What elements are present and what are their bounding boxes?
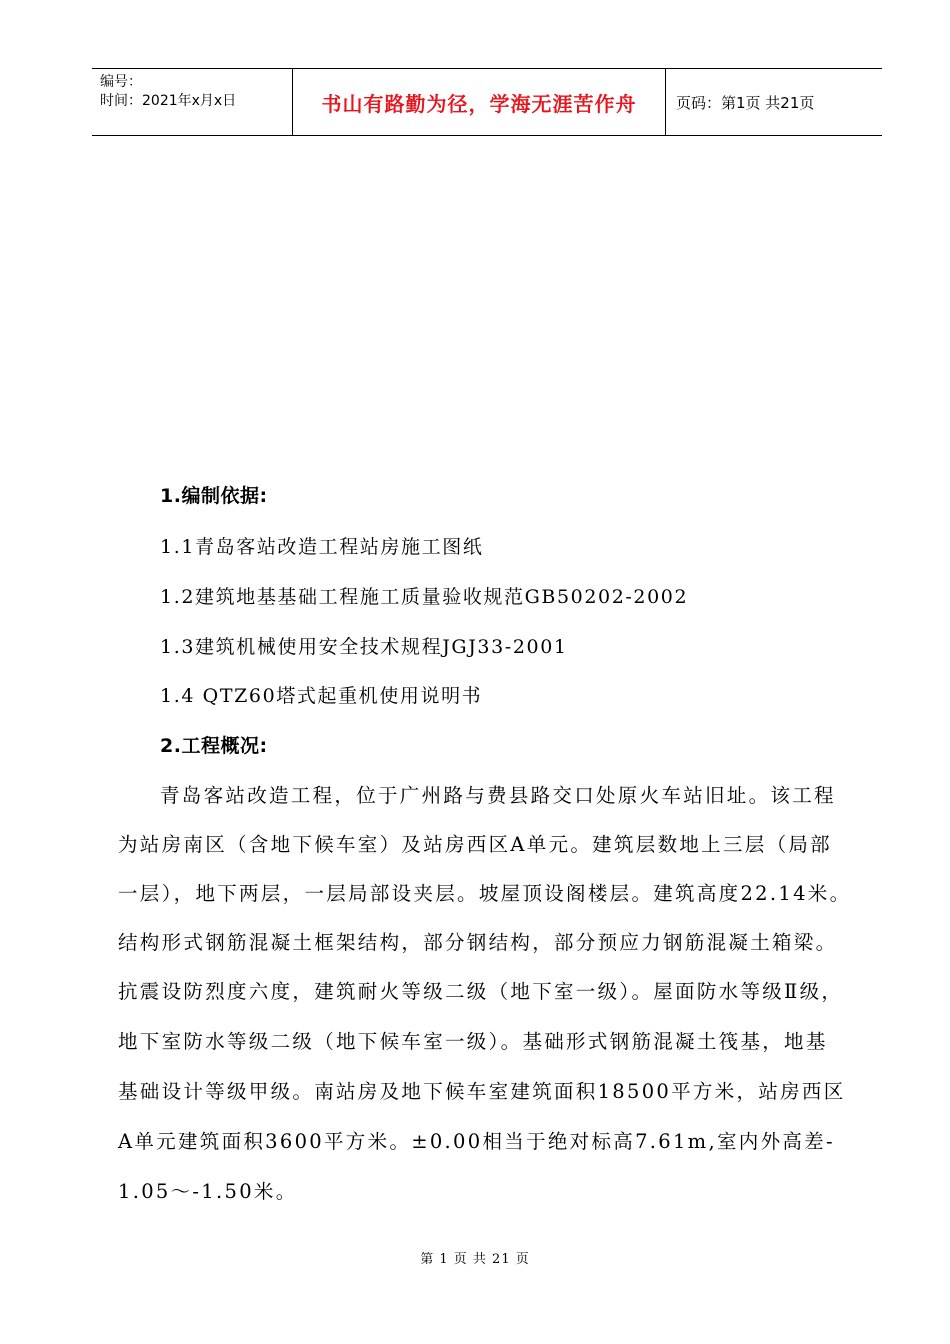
paragraph-line: 1.05～-1.50米。 <box>118 1180 298 1203</box>
section-1-item: 1.3建筑机械使用安全技术规程JGJ33-2001 <box>160 636 568 658</box>
paragraph-line: 为站房南区（含地下候车室）及站房西区A单元。建筑层数地上三层（局部 <box>118 833 832 856</box>
header-meta <box>92 69 293 135</box>
section-1-item: 1.4 QTZ60塔式起重机使用说明书 <box>160 685 483 707</box>
paragraph-line: 青岛客站改造工程，位于广州路与费县路交口处原火车站旧址。该工程 <box>160 784 836 807</box>
paragraph-line: 地下室防水等级二级（地下候车室一级）。基础形式钢筋混凝土筏基，地基 <box>118 1030 828 1053</box>
document-number-label: 编号： <box>100 74 142 90</box>
section-1-item: 1.1青岛客站改造工程站房施工图纸 <box>160 536 484 558</box>
paragraph-line: 抗震设防烈度六度，建筑耐火等级二级（地下室一级）。屋面防水等级Ⅱ级， <box>118 980 844 1003</box>
paragraph-line: A单元建筑面积3600平方米。±0.00相当于绝对标高7.61m,室内外高差- <box>118 1130 835 1153</box>
paragraph-line: 结构形式钢筋混凝土框架结构，部分钢结构，部分预应力钢筋混凝土箱梁。 <box>118 931 838 954</box>
section-1-item: 1.2建筑地基基础工程施工质量验收规范GB50202-2002 <box>160 586 689 608</box>
page-footer: 第 1 页 共 21 页 <box>420 1252 530 1267</box>
paragraph-line: 基础设计等级甲级。南站房及地下候车室建筑面积18500平方米，站房西区 <box>118 1080 846 1103</box>
section-1-heading: 1.编制依据: <box>160 485 268 507</box>
page-header <box>92 68 882 136</box>
section-2-heading: 2.工程概况: <box>160 735 268 757</box>
header-page-info: 页码：第1页 共21页 <box>676 93 815 112</box>
paragraph-line: 一层），地下两层，一层局部设夹层。坡屋顶设阁楼层。建筑高度22.14米。 <box>118 882 852 905</box>
document-date: 时间：2021年x月x日 <box>100 93 237 109</box>
header-motto: 书山有路勤为径，学海无涯苦作舟 <box>293 69 666 135</box>
